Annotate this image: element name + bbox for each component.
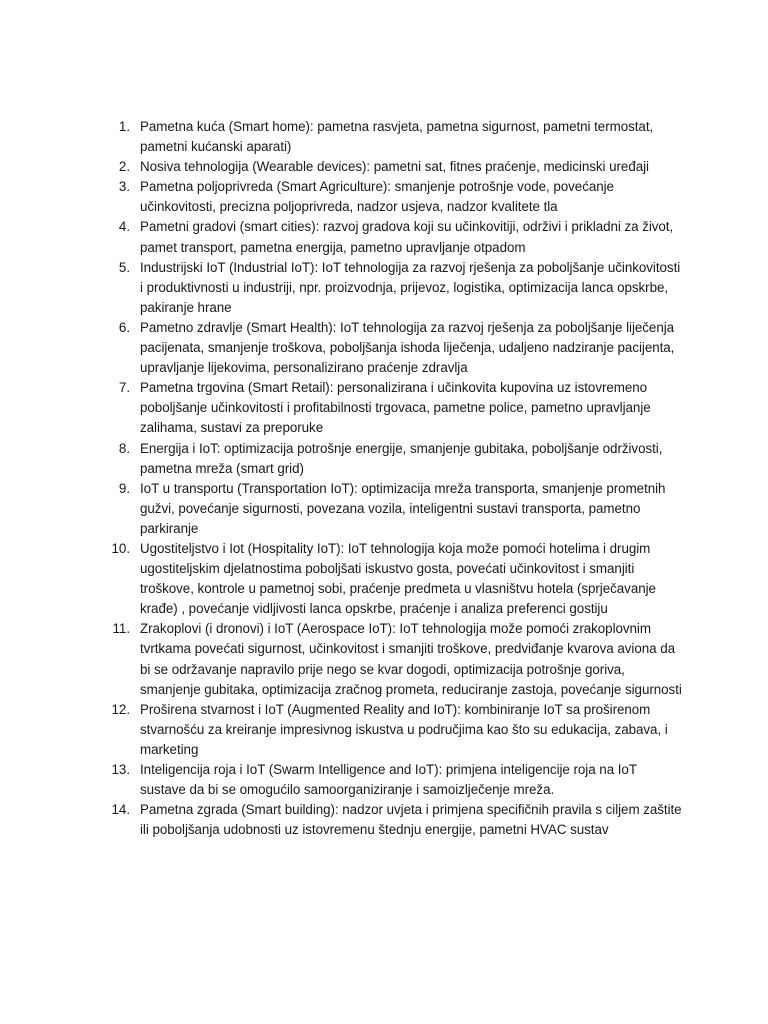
list-item: [104, 157, 684, 177]
list-item-number: 14.: [111, 802, 130, 818]
list-item-text: Ugostiteljstvo i Iot (Hospitality IoT): IoT tehnologija koja može pomoći hotelima i drugim ugostiteljskim djelatnostima poboljšati iskustvo gosta, povećati učinkovitost i smanjiti troškove, kontrole u pametnoj sobi, praćenje predmeta u vlasništvu hotela (sprječavanje krađe) , povećanje vidljivosti lanca opskrbe, praćenje i analiza preferenci gostiju: [140, 540, 656, 617]
list-item-text: Pametna poljoprivreda (Smart Agriculture): smanjenje potrošnje vode, povećanje učinkovitosti, precizna poljoprivreda, nadzor usjeva, nadzor kvalitete tla: [140, 179, 614, 215]
list-item-text: Industrijski IoT (Industrial IoT): IoT tehnologija za razvoj rješenja za poboljšanje učinkovitosti i produktivnosti u industriji, npr. proizvodnja, prijevoz, logistika, optimizacija lanca opskrbe, pakiranje hrane: [140, 259, 681, 315]
list-item: [104, 177, 684, 217]
list-item: [104, 217, 684, 257]
list-item-number: 2.: [118, 159, 130, 175]
list-item-text: Nosiva tehnologija (Wearable devices): pametni sat, fitnes praćenje, medicinski uređaji: [140, 159, 649, 175]
list-item-number: 12.: [111, 701, 130, 717]
list-item-number: 5.: [118, 259, 130, 275]
list-item-number: 11.: [112, 621, 130, 637]
list-item-number: 6.: [118, 319, 130, 335]
list-item: [104, 479, 684, 539]
list-item-text: Pametno zdravlje (Smart Health): IoT tehnologija za razvoj rješenja za poboljšanje liječenja pacijenata, smanjenje troškova, poboljšanja ishoda liječenja, udaljeno nadziranje pacijenta, upravljanje lijekovima, personalizirano praćenje zdravlja: [140, 319, 675, 376]
list-item: [104, 378, 684, 438]
list-item-text: Pametna kuća (Smart home): pametna rasvjeta, pametna sigurnost, pametni termostat, pametni kućanski aparati): [140, 119, 654, 155]
list-item: [104, 318, 684, 378]
list-item-text: Proširena stvarnost i IoT (Augmented Reality and IoT): kombiniranje IoT sa proširenom stvarnošću za kreiranje impresivnog iskustva u područjima kao što su edukacija, zabava, i marketing: [140, 701, 668, 757]
list-item-number: 3.: [118, 179, 130, 195]
list-item-number: 8.: [118, 440, 130, 456]
list-item: [104, 800, 684, 840]
list-item: [104, 619, 684, 699]
list-item-number: 10.: [111, 540, 130, 556]
list-item: [104, 117, 684, 157]
list-item: [104, 700, 684, 760]
list-item-number: 9.: [118, 480, 130, 496]
list-item-text: Energija i IoT: optimizacija potrošnje energije, smanjenje gubitaka, poboljšanje održivosti, pametna mreža (smart grid): [140, 440, 663, 476]
list-item: [104, 258, 684, 318]
list-item-number: 1.: [118, 119, 130, 134]
list-item: [104, 439, 684, 479]
iot-application-list: [104, 117, 684, 840]
list-item-text: Pametni gradovi (smart cities): razvoj gradova koji su učinkovitiji, održivi i prikladni za život, pamet transport, pametna energija, pametno upravljanje otpadom: [140, 219, 674, 255]
list-item-number: 4.: [118, 219, 130, 235]
list-item-text: Pametna trgovina (Smart Retail): personalizirana i učinkovita kupovina uz istovremeno poboljšanje učinkovitosti i profitabilnosti trgovaca, pametne police, pametno upravljanje zalihama, sustavi za preporuke: [140, 380, 651, 436]
list-item-text: Inteligencija roja i IoT (Swarm Intelligence and IoT): primjena inteligencije roja na IoT sustave da bi se omogućilo samoorganiziranje i samoizlječenje mreža.: [140, 762, 637, 798]
list-item: [104, 760, 684, 800]
list-item-text: Zrakoplovi (i dronovi) i IoT (Aerospace IoT): IoT tehnologija može pomoći zrakoplovnim tvrtkama povećati sigurnost, učinkovitost i smanjiti troškove, predviđanje kvarova aviona da bi se održavanje napravilo prije nego se kvar dogodi, optimizacija potrošnje goriva, smanjenje gubitaka, optimizacija zračnog prometa, reduciranje zastoja, povećanje sigurnosti: [140, 621, 682, 697]
list-item: [104, 539, 684, 619]
list-item-text: IoT u transportu (Transportation IoT): optimizacija mreža transporta, smanjenje prometnih gužvi, povećanje sigurnosti, povezana vozila, inteligentni sustavi transporta, pametno parkiranje: [140, 480, 666, 536]
list-item-number: 7.: [118, 380, 130, 396]
list-item-number: 13.: [111, 762, 130, 777]
list-item-text: Pametna zgrada (Smart building): nadzor uvjeta i primjena specifičnih pravila s ciljem zaštite ili poboljšanja udobnosti uz istovremenu štednju energije, pametni HVAC sustav: [140, 802, 682, 838]
